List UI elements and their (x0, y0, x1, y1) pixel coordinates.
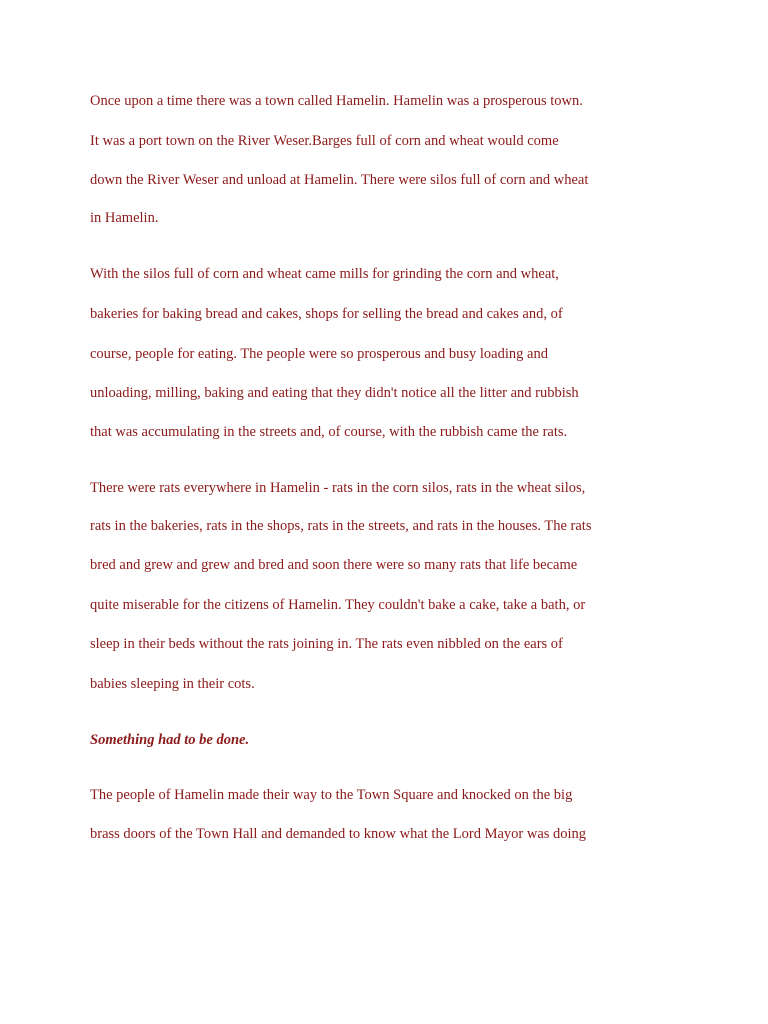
text-line: With the silos full of corn and wheat came mills for grinding the corn and wheat, (90, 266, 559, 282)
text-line: rats in the bakeries, rats in the shops, rats in the streets, and rats in the houses. The rats (90, 518, 592, 534)
text-line: course, people for eating. The people were so prosperous and busy loading and (90, 346, 548, 362)
text-line: babies sleeping in their cots. (90, 676, 255, 692)
text-line: sleep in their beds without the rats joining in. The rats even nibbled on the ears of (90, 636, 563, 652)
text-line: brass doors of the Town Hall and demanded to know what the Lord Mayor was doing (90, 826, 587, 842)
text-line: unloading, milling, baking and eating that they didn't notice all the litter and rubbish (90, 385, 579, 401)
text-line: down the River Weser and unload at Hamelin. There were silos full of corn and wheat (90, 172, 589, 188)
text-line: bakeries for baking bread and cakes, shops for selling the bread and cakes and, of (90, 306, 563, 322)
text-line: in Hamelin. (90, 210, 159, 226)
text-line: There were rats everywhere in Hamelin - rats in the corn silos, rats in the wheat silos, (90, 480, 586, 496)
text-line: The people of Hamelin made their way to the Town Square and knocked on the big (90, 787, 573, 803)
text-line: that was accumulating in the streets and, of course, with the rubbish came the rats. (90, 424, 568, 440)
text-line: It was a port town on the River Weser.Barges full of corn and wheat would come (90, 133, 559, 149)
text-line: Once upon a time there was a town called Hamelin. Hamelin was a prosperous town. (90, 93, 583, 109)
text-line: quite miserable for the citizens of Hamelin. They couldn't bake a cake, take a bath, or (90, 597, 586, 613)
emphasis-line: Something had to be done. (90, 732, 250, 748)
text-line: bred and grew and grew and bred and soon there were so many rats that life became (90, 557, 578, 573)
